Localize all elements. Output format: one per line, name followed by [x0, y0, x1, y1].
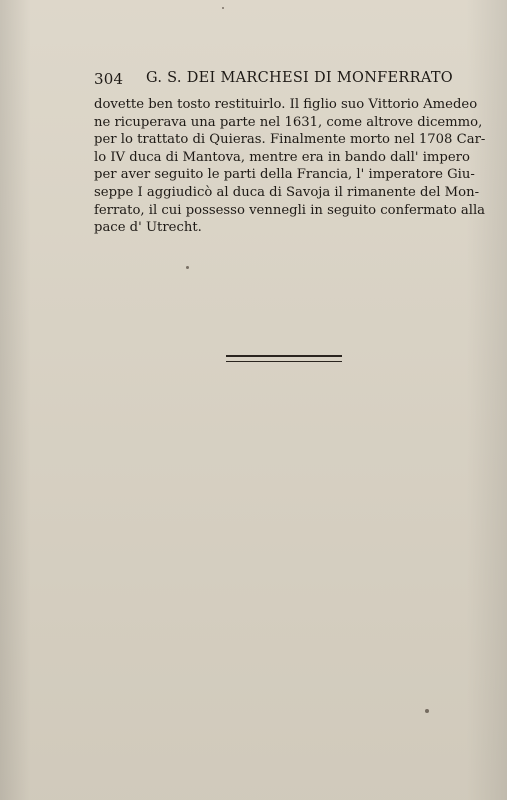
text-line-1: dovette ben tosto restituirlo. Il figlio suo Vittorio Amedeo [94, 97, 478, 112]
section-divider-rule [226, 355, 342, 362]
running-title: G. S. DEI MARCHESI DI MONFERRATO [146, 70, 453, 86]
reverse-page-show-through [92, 198, 486, 718]
page-header [94, 70, 453, 90]
text-line-7: ferrato, il cui possesso vennegli in seguito confermato alla [94, 202, 486, 218]
text-line-3: per lo trattato di Quieras. Finalmente morto nel 1708 Car- [94, 132, 486, 148]
ink-spot [222, 7, 224, 9]
page-number: 304 [94, 70, 124, 88]
main-text [94, 96, 486, 237]
text-line-4: lo IV duca di Mantova, mentre era in bando dall' impero [94, 149, 470, 165]
paragraph [94, 96, 486, 237]
text-line-2: ne ricuperava una parte nel 1631, come altrove dicemmo, [94, 114, 483, 130]
text-line-6: seppe I aggiudicò al duca di Savoja il rimanente del Mon- [94, 184, 480, 200]
ink-spot [425, 709, 429, 713]
text-line-8: pace d' Utrecht. [94, 220, 202, 236]
text-line-5: per aver seguito le parti della Francia, l' imperatore Giu- [94, 167, 475, 183]
ink-spot [186, 266, 189, 269]
